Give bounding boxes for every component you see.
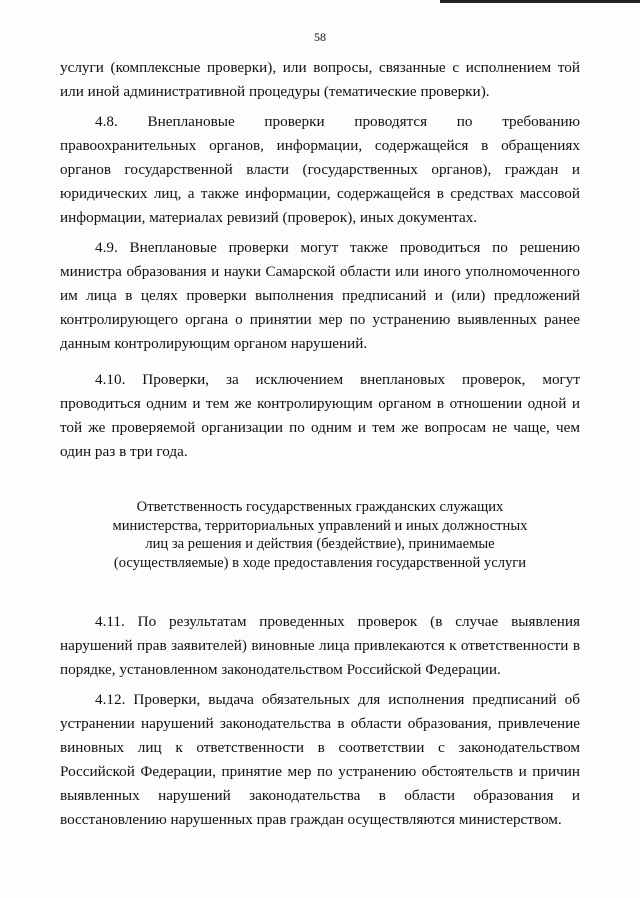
paragraph-continuation: услуги (комплексные проверки), или вопросы, связанные с исполнением той или иной административной процедуры (тематические проверки).	[60, 59, 580, 100]
paragraph-4-12: 4.12. Проверки, выдача обязательных для исполнения предписаний об устранении нарушений законодательства в области образования, привлечение виновных лиц к ответственности в соответствии с законодательством Российской Федерации, принятие мер по устранению обстоятельств и причин выявленных нарушений законодательства в области образования и восстановлению нарушенных прав граждан осуществляются министерством.	[60, 691, 580, 828]
scan-edge-mark	[440, 0, 640, 6]
paragraph-4-11: 4.11. По результатам проведенных проверок (в случае выявления нарушений прав заявителей) виновные лица привлекаются к ответственности в порядке, установленном законодательством Российской Федерации.	[60, 613, 580, 678]
section-heading: Ответственность государственных гражданских служащих министерства, территориальных управлений и иных должностных лиц за решения и действия (бездействие), принимаемые (осуществляемые) в ходе предоставления государственной услуги	[112, 499, 528, 571]
paragraph-4-8: 4.8. Внеплановые проверки проводятся по требованию правоохранительных органов, информации, содержащейся в обращениях органов государственной власти (государственных органов), граждан и юридических лиц, а также информации, содержащейся в средствах массовой информации, материалах ревизий (проверок), иных документах.	[60, 113, 580, 226]
paragraph-4-9: 4.9. Внеплановые проверки могут также проводиться по решению министра образования и науки Самарской области или иного уполномоченного им лица в целях проверки выполнения предписаний и (или) предложений контролирующего органа о принятии мер по устранению выявленных ранее данным контролирующим органом нарушений.	[60, 239, 580, 352]
page-number: 58	[314, 30, 326, 44]
paragraph-4-10: 4.10. Проверки, за исключением внеплановых проверок, могут проводиться одним и тем же контролирующим органом в отношении одной и той же проверяемой организации по одним и тем же вопросам не чаще, чем один раз в три года.	[60, 371, 580, 460]
